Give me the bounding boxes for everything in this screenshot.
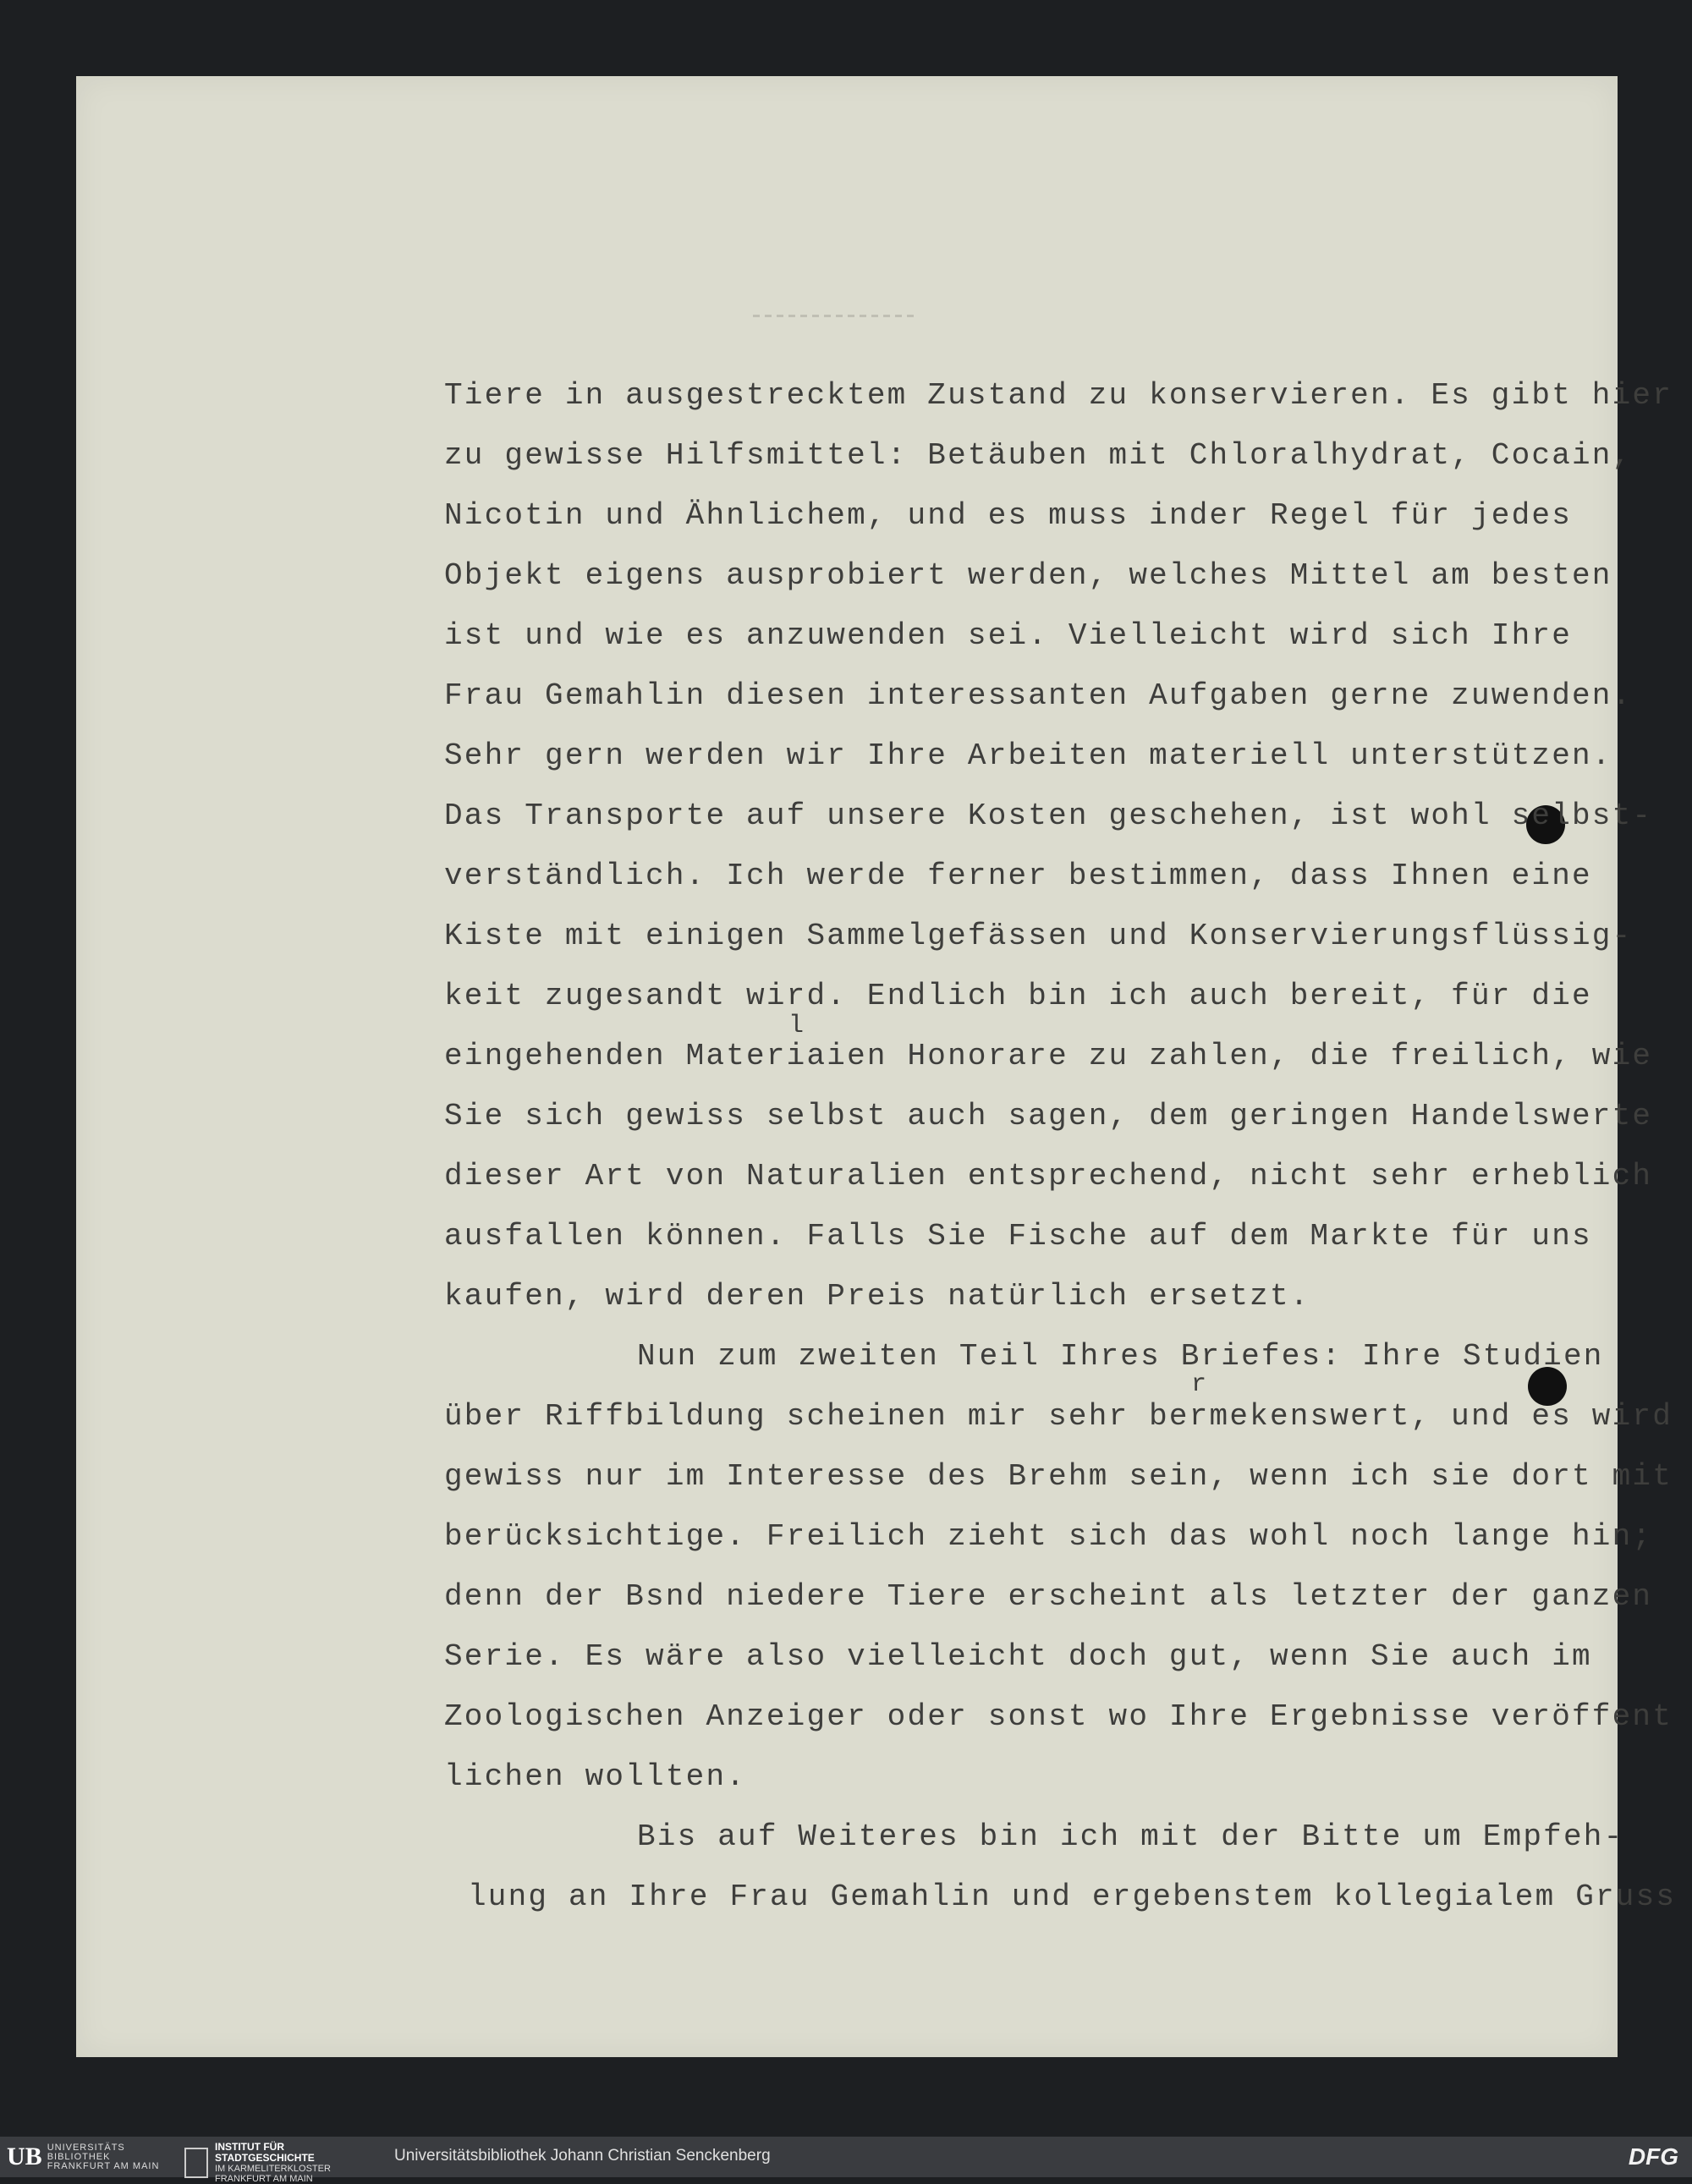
- institute-line: INSTITUT FÜR: [215, 2141, 284, 2153]
- text-line: Objekt eigens ausprobiert werden, welches Mittel am besten: [444, 558, 1612, 593]
- ub-logo-line: FRANKFURT AM MAIN: [47, 2160, 160, 2171]
- ub-logo: [7, 2142, 159, 2172]
- text-line: lichen wollten.: [444, 1759, 747, 1794]
- dfg-logo: DFG: [1628, 2143, 1678, 2170]
- ub-logo-line: BIBLIOTHEK: [47, 2151, 111, 2162]
- handwritten-correction-l: l: [788, 1012, 805, 1040]
- text-line: Tiere in ausgestrecktem Zustand zu konservieren. Es gibt hier: [444, 378, 1673, 413]
- text-line: keit zugesandt wird. Endlich bin ich auch bereit, für die: [444, 979, 1592, 1013]
- text-line: Serie. Es wäre also vielleicht doch gut, wenn Sie auch im: [444, 1639, 1592, 1674]
- text-line: verständlich. Ich werde ferner bestimmen, dass Ihnen eine: [444, 859, 1592, 893]
- text-line: Nicotin und Ähnlichem, und es muss inder Regel für jedes: [444, 498, 1572, 533]
- footer-library-title: Universitätsbibliothek Johann Christian Senckenberg: [394, 2147, 771, 2165]
- text-line: über Riffbildung scheinen mir sehr bermekenswert, und es wird: [444, 1399, 1673, 1434]
- institute-logo-text: [215, 2142, 331, 2184]
- text-line: ausfallen können. Falls Sie Fische auf dem Markte für uns: [444, 1219, 1592, 1254]
- text-line: dieser Art von Naturalien entsprechend, nicht sehr erheblich: [444, 1159, 1653, 1194]
- text-line: Kiste mit einigen Sammelgefässen und Konservierungsflüssig-: [444, 919, 1633, 953]
- text-line: Sehr gern werden wir Ihre Arbeiten materiell unterstützen.: [444, 738, 1612, 773]
- footer-bar: [0, 2137, 1692, 2184]
- ub-logo-line: UNIVERSITÄTS: [47, 2142, 125, 2153]
- institute-line: FRANKFURT AM MAIN: [215, 2174, 313, 2184]
- text-line: Zoologischen Anzeiger oder sonst wo Ihre Ergebnisse veröffent: [444, 1699, 1673, 1734]
- text-line: gewiss nur im Interesse des Brehm sein, wenn ich sie dort mit: [444, 1459, 1673, 1494]
- ub-logo-text: [47, 2143, 160, 2171]
- handwritten-correction-r: r: [1191, 1370, 1207, 1399]
- text-line: Frau Gemahlin diesen interessanten Aufgaben gerne zuwenden.: [444, 678, 1633, 713]
- institute-line: STADTGESCHICHTE: [215, 2152, 315, 2164]
- text-line: berücksichtige. Freilich zieht sich das wohl noch lange hin;: [444, 1519, 1653, 1554]
- institute-logo: [184, 2142, 331, 2184]
- text-line: kaufen, wird deren Preis natürlich ersetzt.: [444, 1279, 1310, 1314]
- faint-typewriter-mark: [753, 315, 914, 317]
- text-line-paragraph-start: Bis auf Weiteres bin ich mit der Bitte um Empfeh-: [637, 1819, 1624, 1854]
- ub-logo-letters: UB: [7, 2143, 42, 2170]
- text-line: denn der Bsnd niedere Tiere erscheint als letzter der ganzen: [444, 1579, 1653, 1614]
- text-line: zu gewisse Hilfsmittel: Betäuben mit Chloralhydrat, Cocain,: [444, 438, 1633, 473]
- institute-line: IM KARMELITERKLOSTER: [215, 2164, 331, 2174]
- letter-body: [444, 365, 1677, 1927]
- text-line-paragraph-start: Nun zum zweiten Teil Ihres Briefes: Ihre Studien: [637, 1339, 1604, 1374]
- text-line: ist und wie es anzuwenden sei. Vielleicht wird sich Ihre: [444, 618, 1572, 653]
- text-line: Das Transporte auf unsere Kosten geschehen, ist wohl selbst-: [444, 798, 1653, 833]
- text-line: eingehenden Materiaien Honorare zu zahlen, die freilich, wie: [444, 1039, 1653, 1073]
- text-line-closing: lung an Ihre Frau Gemahlin und ergebenstem kollegialem Gruss: [468, 1879, 1677, 1914]
- text-line: Sie sich gewiss selbst auch sagen, dem geringen Handelswerte: [444, 1099, 1653, 1133]
- institute-mark-icon: [184, 2148, 208, 2178]
